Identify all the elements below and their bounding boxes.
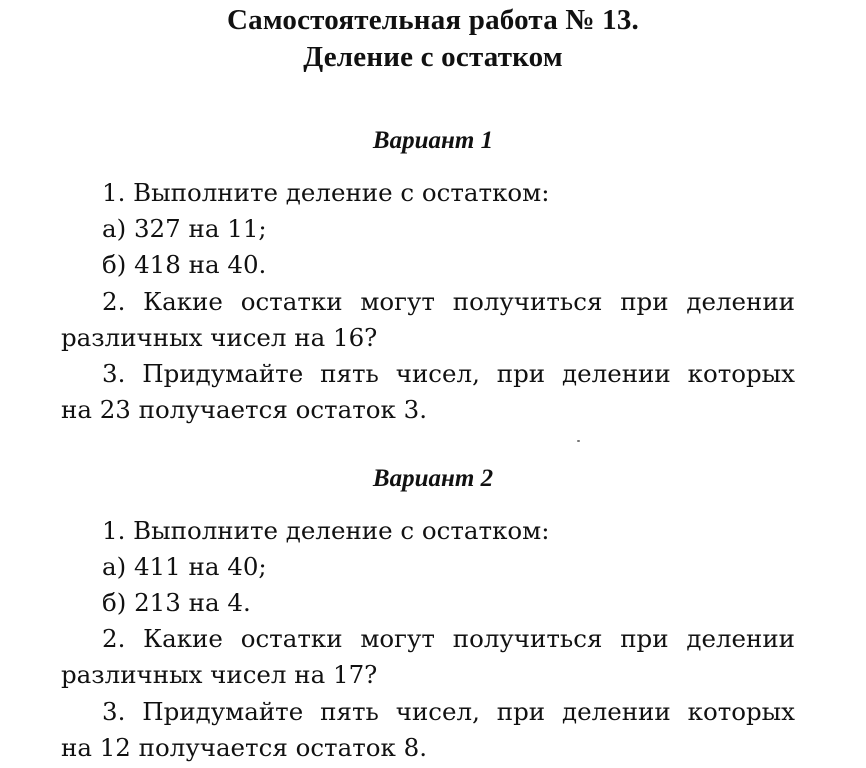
page-title: Самостоятельная работа № 13. <box>226 4 639 36</box>
variant-1-task-2-line-2: различных чисел на 16? <box>61 323 378 352</box>
variant-1-task-1a: а) 327 на 11; <box>102 214 267 243</box>
variant-2-task-2-line-2: различных чисел на 17? <box>61 660 378 689</box>
variant-1-task-2-line-1: 2. Какие остатки могут получиться при делении <box>102 287 795 316</box>
variant-2-task-3-line-1: 3. Придумайте пять чисел, при делении которых <box>102 697 795 726</box>
variant-2-task-1: 1. Выполните деление с остатком: <box>102 516 550 545</box>
variant-2-heading: Вариант 2 <box>372 465 494 492</box>
variant-2-task-2-line-1: 2. Какие остатки могут получиться при делении <box>102 624 795 653</box>
variant-1-task-3-line-2: на 23 получается остаток 3. <box>61 395 427 424</box>
page-subtitle: Деление с остатком <box>303 41 563 73</box>
variant-1-task-3-line-1: 3. Придумайте пять чисел, при делении которых <box>102 359 795 388</box>
variant-2-task-1a: а) 411 на 40; <box>102 552 267 581</box>
scan-speck <box>577 440 580 442</box>
variant-2-task-3-line-2: на 12 получается остаток 8. <box>61 733 427 762</box>
variant-2-task-1b: б) 213 на 4. <box>102 588 251 617</box>
variant-1-task-1b: б) 418 на 40. <box>102 250 267 279</box>
variant-1-task-1: 1. Выполните деление с остатком: <box>102 178 550 207</box>
variant-1-heading: Вариант 1 <box>372 127 494 154</box>
